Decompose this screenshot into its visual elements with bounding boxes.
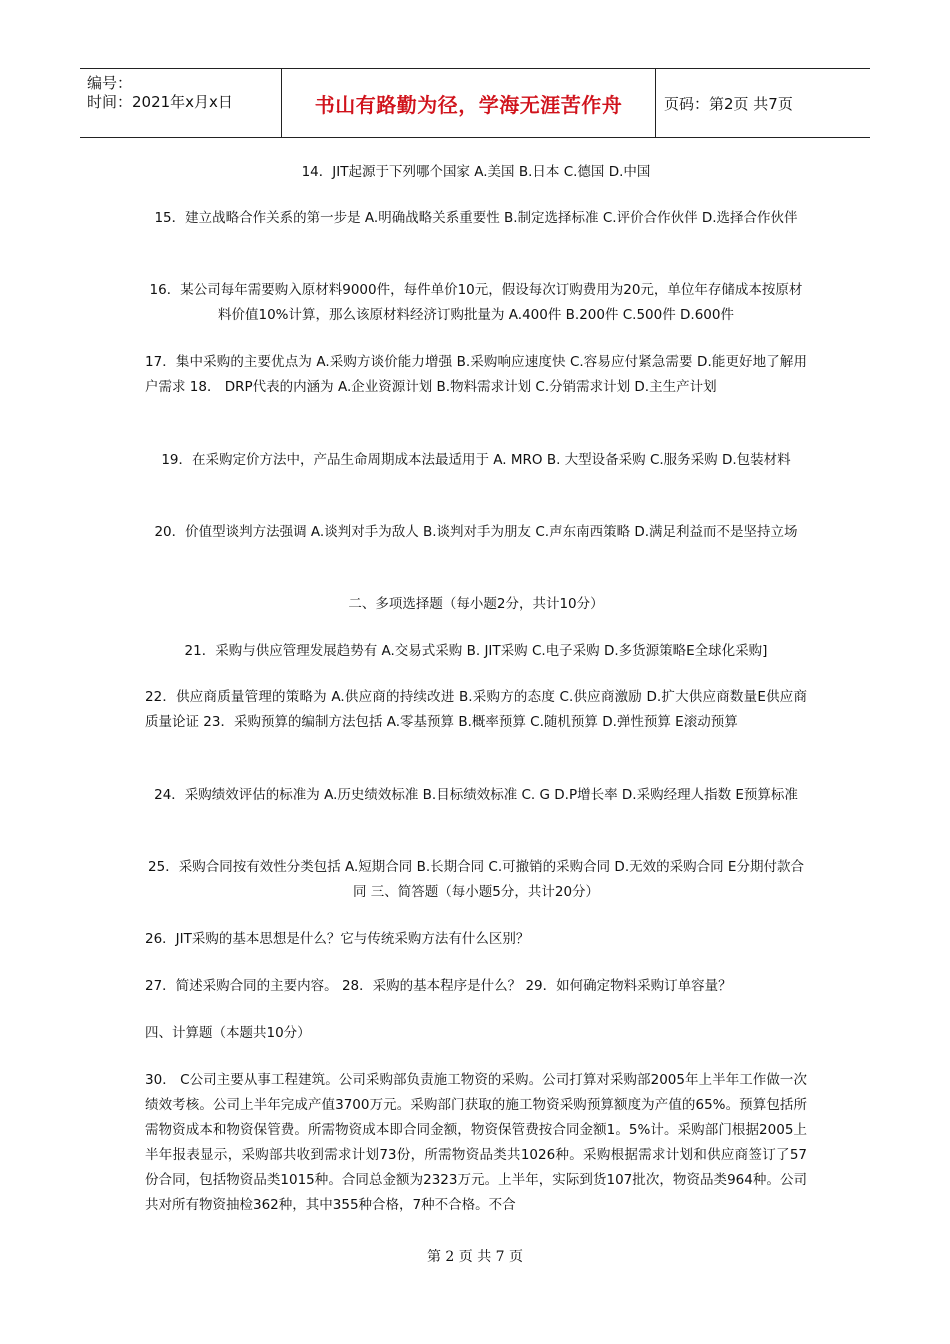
header-meta — [80, 69, 281, 137]
question-19: 19．在采购定价方法中，产品生命周期成本法最适用于 A. MRO B. 大型设备采购 C.服务采购 D.包装材料 — [161, 452, 791, 468]
time-label: 时间：2021年x月x日 — [87, 93, 233, 111]
question-27-29: 27．简述采购合同的主要内容。 28．采购的基本程序是什么？ 29．如何确定物料采购订单容量？ — [145, 978, 732, 994]
question-21: 21．采购与供应管理发展趋势有 A.交易式采购 B. JIT采购 C.电子采购 D.多货源策略E全球化采购] — [184, 643, 768, 659]
question-26: 26．JIT采购的基本思想是什么？它与传统采购方法有什么区别？ — [145, 931, 530, 947]
number-label: 编号： — [87, 74, 133, 92]
section-heading-multiple-choice: 二、多项选择题（每小题2分，共计10分） — [348, 596, 604, 612]
question-24: 24．采购绩效评估的标准为 A.历史绩效标准 B.目标绩效标准 C. G D.P增长率 D.采购经理人指数 E预算标准 — [154, 787, 798, 803]
question-16: 16．某公司每年需要购入原材料9000件，每件单价10元，假设每次订购费用为20元，单位年存储成本按原材料价值10%计算，那么该原材料经济订购批量为 A.400件 B.200件 C.500件 D.600件 — [149, 282, 803, 323]
question-20: 20．价值型谈判方法强调 A.谈判对手为敌人 B.谈判对手为朋友 C.声东南西策略 D.满足利益而不是坚持立场 — [154, 524, 798, 540]
section-heading-calculation: 四、计算题（本题共10分） — [145, 1025, 311, 1041]
question-25: 25．采购合同按有效性分类包括 A.短期合同 B.长期合同 C.可撤销的采购合同 D.无效的采购合同 E分期付款合同 三、简答题（每小题5分，共计20分） — [148, 859, 804, 900]
header-page-cell — [656, 69, 870, 137]
page-header — [80, 68, 870, 138]
page-code: 页码：第2页 共7页 — [664, 94, 793, 113]
question-15: 15．建立战略合作关系的第一步是 A.明确战略关系重要性 B.制定选择标准 C.评价合作伙伴 D.选择合作伙伴 — [154, 210, 798, 226]
question-30: 30． C公司主要从事工程建筑。公司采购部负责施工物资的采购。公司打算对采购部2005年上半年工作做一次绩效考核。公司上半年完成产值3700万元。采购部门获取的施工物资采购预算额度为产值的65%。预算包括所需物资成本和物资保管费。所需物资成本即合同金额，物资保管费按合同金额1。5%计。采购部门根据2005上半年报表显示，采购部共收到需求计划73份，所需物资品类共1026种。采购根据需求计划和供应商签订了57份合同，包括物资品类1015种。合同总金额为2323万元。上半年，实际到货107批次，物资品类964种。公司共对所有物资抽检362种，其中355种合格，7种不合格。不合 — [145, 1072, 807, 1213]
question-17-18: 17．集中采购的主要优点为 A.采购方谈价能力增强 B.采购响应速度快 C.容易应付紧急需要 D.能更好地了解用户需求 18． DRP代表的内涵为 A.企业资源计划 B.物料需求计划 C.分销需求计划 D.主生产计划 — [145, 354, 807, 395]
motto-text: 书山有路勤为径，学海无涯苦作舟 — [314, 92, 623, 117]
header-motto-cell — [281, 69, 656, 137]
question-22-23: 22．供应商质量管理的策略为 A.供应商的持续改进 B.采购方的态度 C.供应商激励 D.扩大供应商数量E供应商质量论证 23．采购预算的编制方法包括 A.零基预算 B.概率预算 C.随机预算 D.弹性预算 E滚动预算 — [145, 689, 807, 730]
question-14: 14．JIT起源于下列哪个国家 A.美国 B.日本 C.德国 D.中国 — [301, 164, 651, 180]
page-footer: 第 2 页 共 7 页 — [426, 1249, 524, 1265]
